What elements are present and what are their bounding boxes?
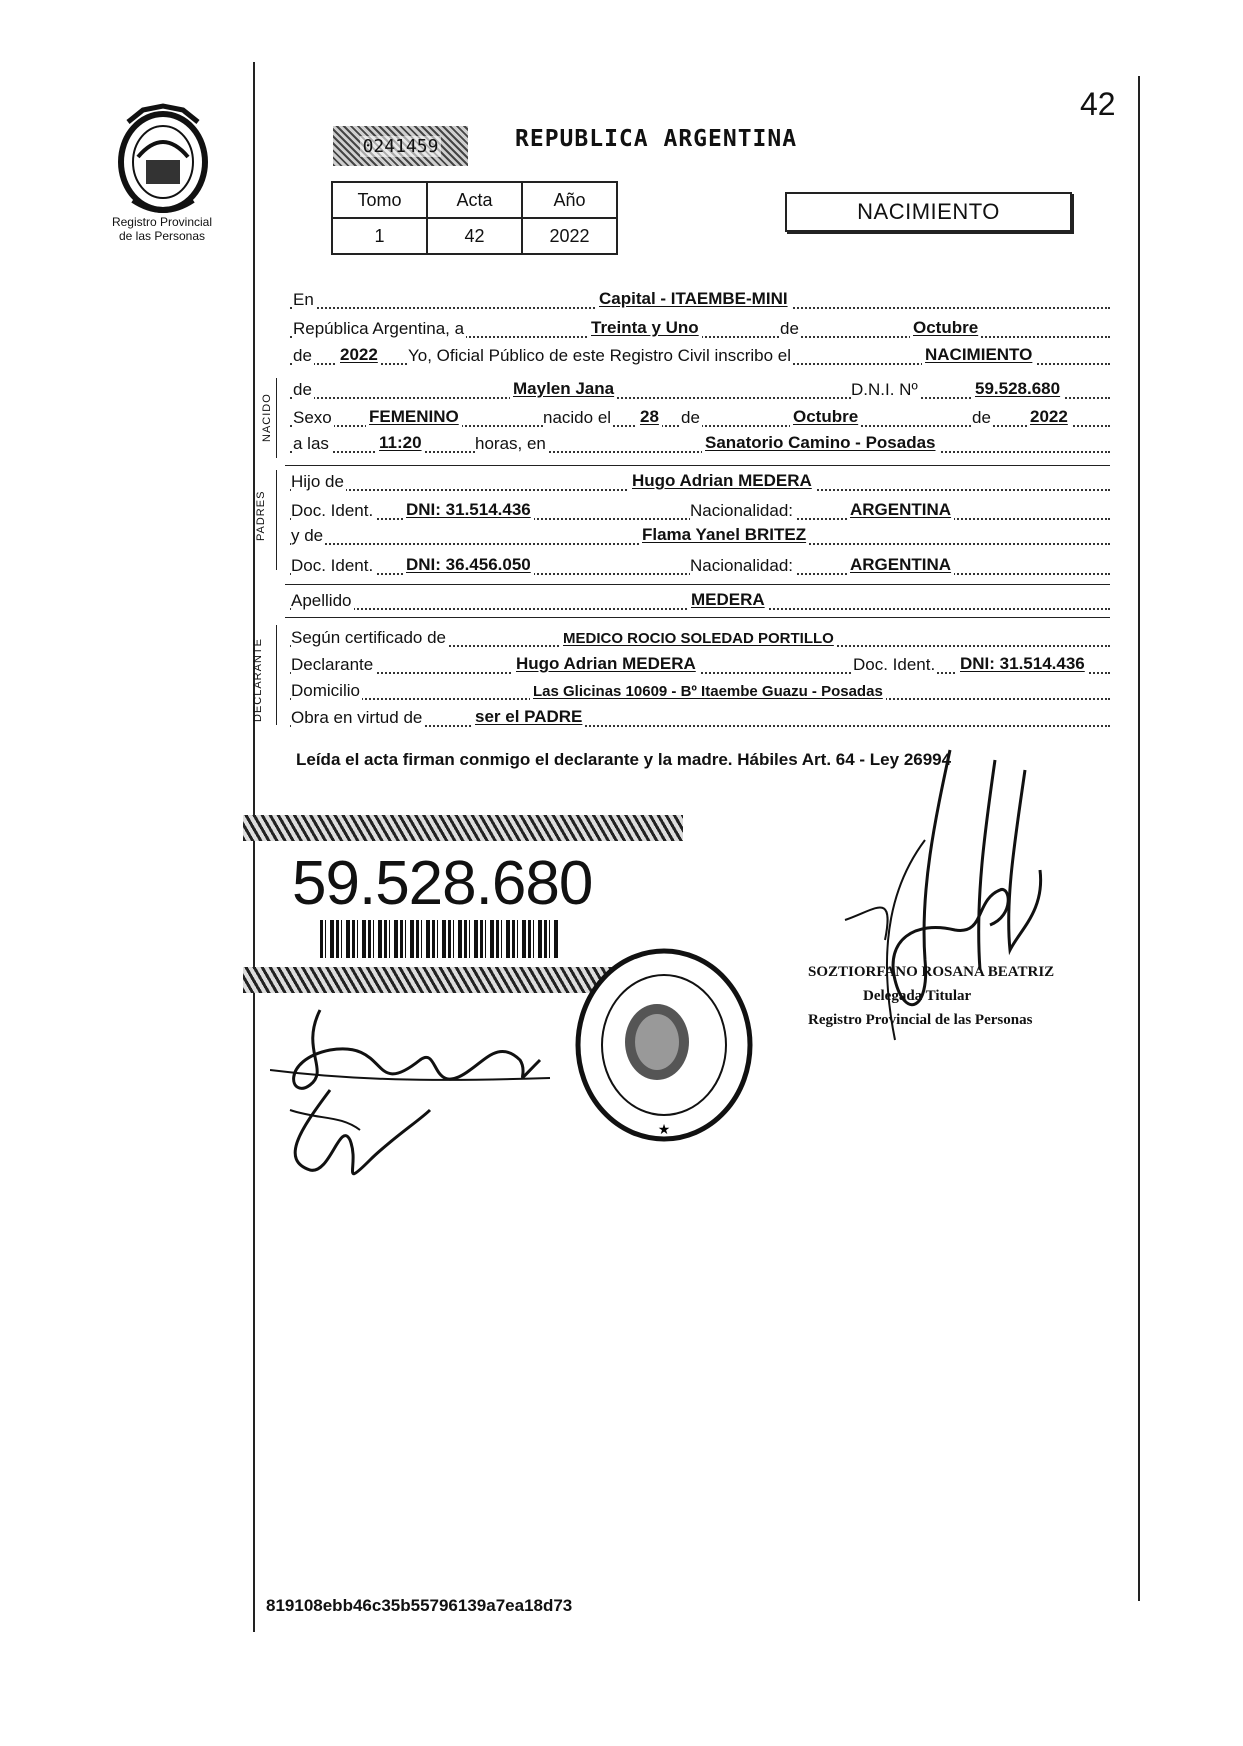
- separator-2: [285, 584, 1110, 585]
- en-value: Capital - ITAEMBE-MINI: [596, 289, 791, 309]
- row-hijo: [290, 468, 1110, 494]
- registry-header-acta: Acta: [427, 182, 522, 218]
- republica-label: República Argentina, a: [293, 319, 465, 338]
- document-title: REPUBLICA ARGENTINA: [515, 126, 798, 152]
- row-madre: [290, 522, 1110, 548]
- barcode: [320, 920, 560, 958]
- nacido-label: nacido el: [543, 408, 612, 427]
- separator-3: [285, 617, 1110, 618]
- doc-ident-value-3: DNI: 31.514.436: [957, 654, 1088, 674]
- declarante-value: Hugo Adrian MEDERA: [513, 654, 699, 674]
- sexo-label: Sexo: [293, 408, 332, 427]
- registry-value-row: [332, 218, 617, 254]
- doc-ident-value-2: DNI: 36.456.050: [403, 555, 534, 575]
- logo-caption-line-2: de las Personas: [118, 229, 206, 243]
- nacionalidad-value-1: ARGENTINA: [847, 500, 954, 520]
- obra-value: ser el PADRE: [472, 707, 585, 727]
- side-label-declarante: DECLARANTE: [252, 638, 264, 722]
- obra-label: Obra en virtud de: [291, 708, 423, 727]
- apellido-label: Apellido: [291, 591, 352, 610]
- doc-ident-label-3: Doc. Ident.: [853, 655, 936, 674]
- registry-header-tomo: Tomo: [332, 182, 427, 218]
- month-value: Octubre: [910, 318, 981, 338]
- security-stamp: [333, 126, 468, 166]
- en-label: En: [293, 290, 314, 309]
- logo-caption: [92, 215, 232, 243]
- declarante-label: Declarante: [291, 655, 374, 674]
- row-hora: [290, 430, 1110, 456]
- side-label-nacido: NACIDO: [261, 393, 273, 442]
- birth-day-value: 28: [637, 407, 662, 427]
- registry-value-tomo: 1: [332, 218, 427, 254]
- side-label-padres: PADRES: [255, 490, 267, 541]
- row-obra: [290, 704, 1110, 730]
- row-doc-padre: [290, 497, 1110, 523]
- svg-text:★: ★: [657, 1121, 671, 1137]
- doc-ident-value-1: DNI: 31.514.436: [403, 500, 534, 520]
- nacionalidad-value-2: ARGENTINA: [847, 555, 954, 575]
- row-apellido: [290, 587, 1110, 613]
- official-office: Registro Provincial de las Personas: [808, 1012, 1033, 1028]
- sexo-value: FEMENINO: [366, 407, 462, 427]
- doc-ident-label-2: Doc. Ident.: [291, 556, 374, 575]
- dni-value: 59.528.680: [972, 379, 1063, 399]
- row-en: [290, 286, 1110, 312]
- declarante-bracket: [276, 625, 277, 725]
- id-number: 59.528.680: [292, 849, 593, 918]
- de-label-3: de: [293, 380, 312, 399]
- logo-caption-line-1: Registro Provincial: [111, 215, 213, 229]
- de-label-2: de: [293, 346, 312, 365]
- de-label-5: de: [972, 408, 991, 427]
- registry-table: [331, 181, 618, 255]
- birth-month-value: Octubre: [790, 407, 861, 427]
- provincial-crest-logo: [108, 102, 218, 217]
- inscribo-label: Yo, Oficial Público de este Registro Civil inscribo el: [408, 346, 791, 365]
- alas-label: a las: [293, 434, 329, 453]
- separator-1: [285, 465, 1110, 466]
- row-domicilio: [290, 677, 1110, 703]
- footer-hash: 819108ebb46c35b55796139a7ea18d73: [266, 1596, 573, 1615]
- de-label-4: de: [681, 408, 700, 427]
- doc-ident-label-1: Doc. Ident.: [291, 501, 374, 520]
- father-value: Hugo Adrian MEDERA: [629, 471, 815, 491]
- year-value: 2022: [337, 345, 381, 365]
- right-margin-line: [1138, 76, 1140, 1601]
- official-seal: [573, 946, 755, 1144]
- security-band-top: [243, 815, 683, 841]
- de-label-1: de: [780, 319, 799, 338]
- horas-label: horas, en: [475, 434, 546, 453]
- row-fecha: [290, 315, 1110, 341]
- stamp-code: 0241459: [360, 136, 442, 157]
- domicilio-label: Domicilio: [291, 681, 360, 700]
- row-certificado: [290, 624, 1110, 650]
- registry-value-anio: 2022: [522, 218, 617, 254]
- yde-label: y de: [291, 526, 324, 545]
- time-value: 11:20: [376, 433, 425, 453]
- mother-value: Flama Yanel BRITEZ: [639, 525, 809, 545]
- declarant-signature: [270, 990, 590, 1190]
- left-margin-line: [253, 62, 255, 1632]
- certificado-label: Según certificado de: [291, 628, 446, 647]
- record-type-box: NACIMIENTO: [785, 192, 1072, 232]
- registry-header-row: [332, 182, 617, 218]
- official-stamp-text: [808, 960, 1054, 1032]
- name-value: Maylen Jana: [510, 379, 617, 399]
- apellido-value: MEDERA: [688, 590, 768, 610]
- certificado-value: MEDICO ROCIO SOLEDAD PORTILLO: [560, 630, 837, 647]
- row-doc-madre: [290, 552, 1110, 578]
- hijo-label: Hijo de: [291, 472, 344, 491]
- row-declarante: [290, 651, 1110, 677]
- official-role: Delegada Titular: [863, 988, 972, 1004]
- place-value: Sanatorio Camino - Posadas: [702, 433, 939, 453]
- official-name: SOZTIORFANO ROSANA BEATRIZ: [808, 964, 1055, 980]
- birth-year-value: 2022: [1027, 407, 1071, 427]
- dni-label: D.N.I. Nº: [851, 380, 918, 399]
- day-value: Treinta y Uno: [588, 318, 702, 338]
- signature-note: Leída el acta firman conmigo el declarante y la madre. Hábiles Art. 64 - Ley 26994: [296, 750, 952, 769]
- nacionalidad-label-2: Nacionalidad:: [690, 556, 794, 575]
- registry-header-anio: Año: [522, 182, 617, 218]
- inscribo-value: NACIMIENTO: [922, 345, 1035, 365]
- row-sexo: [290, 404, 1110, 430]
- padres-bracket: [276, 470, 277, 570]
- page-number: 42: [1080, 86, 1116, 122]
- nacido-bracket: [276, 378, 277, 458]
- registry-value-acta: 42: [427, 218, 522, 254]
- nacionalidad-label-1: Nacionalidad:: [690, 501, 794, 520]
- domicilio-value: Las Glicinas 10609 - Bº Itaembe Guazu - Posadas: [530, 683, 886, 700]
- row-inscribo: [290, 342, 1110, 368]
- row-nombre: [290, 376, 1110, 402]
